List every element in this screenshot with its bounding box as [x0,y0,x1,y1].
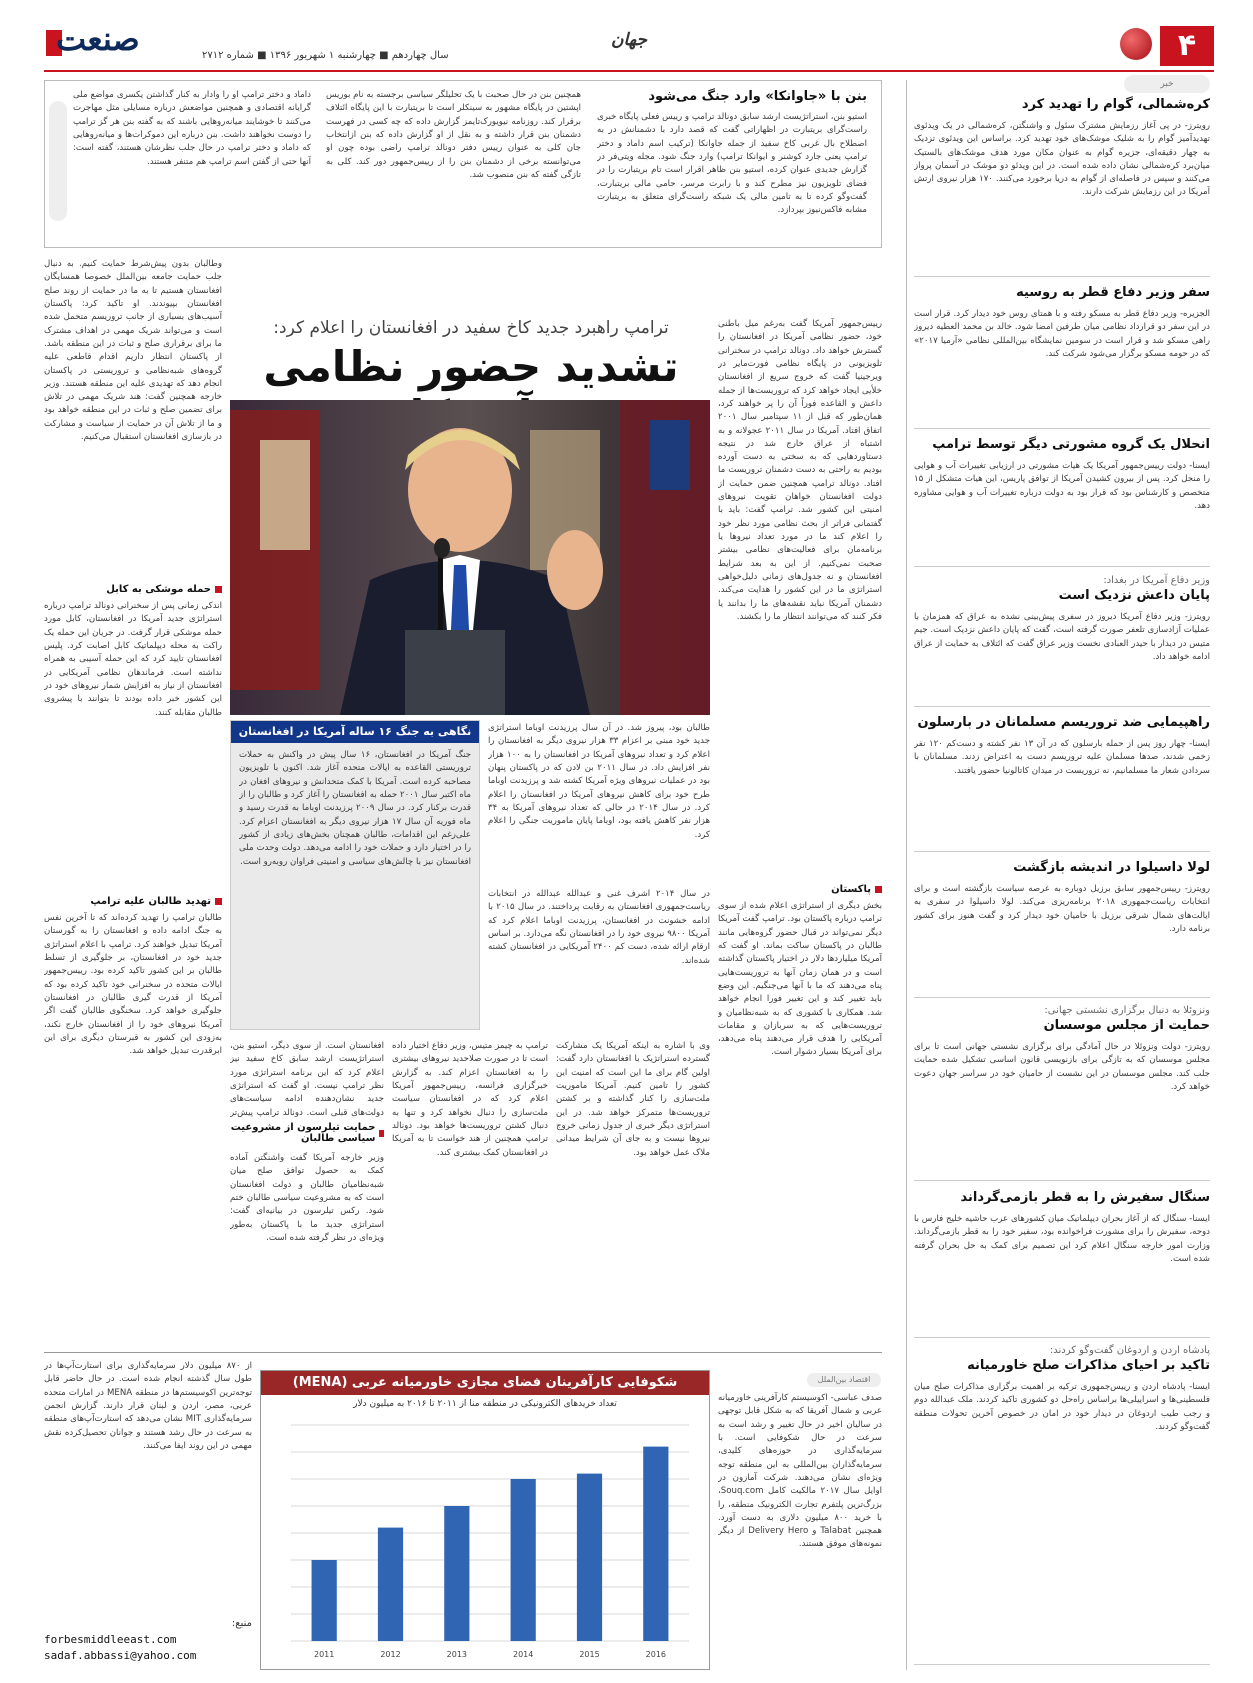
news-headline: تاکید بر احیای مذاکرات صلح خاورمیانه [967,1358,1210,1373]
top-box-headline: بنن با «جاوانکا» وارد جنگ می‌شود [648,89,867,104]
news-body: رویترز- در پی آغاز رزمایش مشترک سئول و واشنگتن، کره‌شمالی در یک ویدئوی تهدیدآمیز گوام را به شلیک موشک‌های خود تهدید کرد. براساس این ویدئوی تزدیک به چهار دقیقه‌ای، جزیره گوام به عنوان مکان مورد هدف موشک‌های بالستیک میان‌برد کره‌شمالی نشان داده شده است. در این ویدئو دو موشک در آسمان پرواز می‌کنند و سپس در فاصله‌ای از گوام به دریا برخورد می‌کنند. ۱۷۰ هزار نیروی ارتش آمریکا در این رزمایش شرکت دارند. [914,120,1210,198]
news-body: ایسنا- چهار روز پس از حمله بارسلون که در آن ۱۳ نفر کشته و دست‌کم ۱۲۰ نفر زخمی شدند، صدها مسلمان علیه تروریسم دست به اعتراض زدند. مسلمانان با سردادن شعار ما مسلمانیم، نه تروریست در میدان کاتالونیا حضور یافتند. [914,738,1210,776]
news-item [914,715,1210,852]
news-body: رویترز- رییس‌جمهور سابق برزیل دوباره به عرصه سیاست بازگشته است و برای انتخابات ریاست‌جمهوری ۲۰۱۸ برنامه‌ریزی می‌کند. لولا داسیلوا در سفری به ایالت‌های شمال شرقی برزیل با حامیان خود دیدار کرد و گفت هنوز برای کشور برنامه دارد. [914,883,1210,934]
news-body: رویترز- دولت ونزوئلا در حال آمادگی برای برگزاری نشستی جهانی است تا برای مجلس موسسان که به تازگی برای بازنویسی قانون اساسی تشکیل شده حمایت جلب کند. مجلس موسسان در این نشست از حامیان خود در سراسر جهان دعوت خواهد کرد. [914,1041,1210,1092]
news-kicker: وزیر دفاع آمریکا در بغداد: [1103,575,1210,586]
news-headline: لولا داسیلوا در اندیشه بازگشت [1013,860,1210,875]
news-kicker: ونزوئلا به دنبال برگزاری نشستی جهانی: [1044,1005,1210,1016]
subhead-tillerson [230,1122,384,1144]
chart-bar [444,1506,469,1641]
subhead-tillerson-label: حمایت تیلرسون از مشروعیت سیاسی طالبان [230,1122,376,1144]
news-item [914,1005,1210,1181]
history-box-body: جنگ آمریکا در افغانستان، ۱۶ سال پیش در واکنش به حملات تروریستی القاعده به ایالات متحده آغاز شد. اکنون با تلویزیون مصاحبه کرده است. آمریکا با کمک متحدانش و نیروهای افغان در ماه اکتبر سال ۲۰۰۱ حمله به افغانستان را آغاز کرد و طالبان را از قدرت برکنار کرد. در سال ۲۰۰۹ پرزیدنت اوباما به قدرت رسید و ماه فوریه آن سال ۱۷ هزار نیروی دیگر به افغانستان اعزام کرد. علی‌رغم این اقدامات، طالبان همچنان بخش‌های زیادی از کشور را در اختیار دارد و حملات خود را ادامه می‌دهد. دولت وحدت ملی افغانستان نیز با چالش‌های سیاسی و امنیتی فراوان روبه‌رو است. [239,750,471,867]
feature-col-mid-c: وزیر خارجه آمریکا گفت واشنگتن آماده کمک به حصول توافق صلح میان شبه‌نظامیان طالبان و دولت افغانستان است که به مشروعیت سیاسی طالبان ختم شود. رکس تیلرسون در بیانیه‌ای گفت: استراتژی جدید ما با پاکستان به‌طور ویژه‌ای در نظر گرفته شده است. [230,1153,384,1243]
chart-bar [511,1479,536,1641]
newspaper-logo [46,20,196,64]
news-item [914,575,1210,707]
bullet-icon [379,1130,384,1137]
news-headline: پایان داعش نزدیک است [1058,588,1210,603]
news-body: الجزیره- وزیر دفاع قطر به مسکو رفته و با همتای روس خود دیدار کرد. قرار است در این سفر دو قرارداد نظامی میان طرفین امضا شود. خالد بن محمد العطیه دیروز راهی مسکو شد و قرار است در سومین نمایشگاه بین‌المللی نظامی «آرمیا ۲۰۱۷» که در حومه مسکو برگزار می‌شود شرکت کند. [914,308,1210,359]
news-body: ایسنا- دولت رییس‌جمهور آمریکا یک هیات مشورتی در ارزیابی تغییرات آب و هوایی را منحل کرد. پس از بیرون کشیدن آمریکا از توافق پاریس، این هیات متشکل از ۱۵ متخصص و کارشناس بود که قرار بود به دولت درباره تغییرات آب و هوایی مشاوره دهد. [914,460,1210,511]
chart-bar [577,1474,602,1641]
news-headline: سنگال سفیرش را به قطر بازمی‌گرداند [960,1190,1210,1205]
top-box-col3: داماد و دختر ترامپ او را وادار به کنار گذاشتن یکسری مواضع ملی گرایانه اقتصادی و همچنین مواضعش درباره مسایلی مثل مهاجرت می‌کنند تا خوشایند میانه‌روهایی باشند که به گفته بنن هر گز ترامپ را دوست نخواهند داشت. بنن درباره این دموکرات‌ها و میانه‌روهایی که داماد و دختر ترامپ در حال جلب نظرشان هستند، گفته است: آنها حتی از گفتن اسم ترامپ هم متنفر هستند. [73,90,311,167]
feature-kicker: ترامپ راهبرد جدید کاخ سفید در افغانستان را اعلام کرد: [273,318,669,338]
subhead-threat-label: تهدید طالبان علیه ترامپ [90,896,211,907]
news-headline: انحلال یک گروه مشورتی دیگر توسط ترامپ [932,437,1210,452]
feature-photo [230,400,710,715]
column-divider [906,80,907,1670]
news-column [914,75,1210,1670]
issue-line: سال چهاردهم ■ چهارشنبه ۱ شهریور ۱۳۹۶ ■ شماره ۲۷۱۲ [202,50,449,61]
chart-bar [378,1528,403,1641]
page-number: ۴ [1160,26,1214,66]
news-item [914,860,1210,998]
subhead-threat [44,896,222,907]
source-label: منبع: [231,1618,252,1629]
news-headline: راهپیمایی ضد تروریسم مسلمانان در بارسلون [917,715,1210,730]
section-title: جهان [610,30,647,50]
news-headline: حمایت از مجلس موسسان [1043,1018,1210,1033]
bar-chart [261,1415,709,1665]
top-box-col1: استیو بنن، استراتژیست ارشد سابق دونالد ترامپ و رییس فعلی پایگاه خبری راست‌گرای بریتبارت در اظهاراتی گفت که قصد دارد با دشمنانش در به اصطلاح بال غربی کاخ سفید از جمله جاوانکا (ترکیب اسم داماد و دختر ترامپ یعنی جارد کوشنر و ایوانکا ترامپ) وارد جنگ شود. مجله ویتی‌فر در گزارش جدیدی عنوان کرده، استیو بنن ظاهر اقرار است تام بریتبارت را در فضای تلویزیون نیز مطرح کند و با رابرت مرسر، حامی مالی بریتبارت، گفت‌وگو کرده تا به تامین مالی یک شبکه راست‌گرای متعلق به بریتبارت مشابه فاکس‌نیوز بپردازد. [597,112,867,216]
masthead [44,20,1214,72]
bullet-icon [215,898,222,905]
news-headline: سفر وزیر دفاع قطر به روسیه [1016,285,1210,300]
x-tick-label: 2011 [313,1650,335,1659]
x-tick-label: 2016 [645,1650,667,1659]
news-kicker: پادشاه اردن و اردوغان گفت‌وگو کردند: [1049,1345,1210,1356]
news-item [914,97,1210,277]
chart-bar [643,1447,668,1641]
econ-col3: از ۸۷۰ میلیون دلار سرمایه‌گذاری برای استارت‌آپ‌ها در طول سال گذشته انجام شده است. در حال حاضر قابل توجه‌ترین اکوسیستم‌ها در منطقه MENA در امارات متحده عربی، مصر، اردن و لبنان قرار دارند. گزارش انجمن سرمایه‌گذاری MIT نشان می‌دهد که استارت‌آپ‌های منطقه به سرعت در حال رشد هستند و جوانان تحصیل‌کرده نقش مهمی در این روند ایفا می‌کنند. [44,1361,252,1451]
x-tick-label: 2012 [380,1650,401,1659]
subhead-pakistan-label: پاکستان [831,884,871,895]
top-box-col2: همچنین بنن در حال صحبت با یک تحلیلگر سیاسی برجسته به نام بوریس اپشتین در پایگاه مشهور به سینکلر است تا بریتبارت با این پایگاه ائتلاف برقرار کند. روزنامه نیویورک‌تایمز گزارش داده که چه کسی در فهرست دشمنان بنن قرار داشته و به نقل از او گزارش داده که بنن ازانتخاب جان کلی به عنوان رییس دفتر دونالد ترامپ راضی بوده چون او می‌توانسته برخی از دشمنان بنن را از رییس‌جمهور دور کند. کلی به تازگی گفته که بنن منصوب شد. [326,90,581,180]
x-tick-label: 2014 [512,1650,534,1659]
econ-col1: صدف عباسی- اکوسیستم کارآفرینی خاورمیانه عربی و شمال آفریقا که به شکل قابل توجهی در سالیان اخیر در حال تغییر و رشد است به سرعت در حال شکوفایی است. با سرمایه‌گذاری در حوزه‌های کلیدی، سرمایه‌گذاران بین‌المللی به این منطقه توجه ویژه‌ای نشان می‌دهند. شرکت آمازون در اوایل سال ۲۰۱۷ مالکیت کامل Souq.com، بزرگ‌ترین پلتفرم تجارت الکترونیک منطقه، را با خرید ۸۰۰ میلیون دلاری به دست آورد. همچنین Talabat و Delivery Hero از دیگر نمونه‌های موفق هستند. [718,1393,882,1550]
side-tab [49,101,67,221]
feature-mid-top-b: در سال ۲۰۱۴ اشرف غنی و عبدالله عبدالله در انتخابات ریاست‌جمهوری افغانستان به رقابت پرداختند. در سال ۲۰۱۵ با ادامه خشونت در افغانستان، پرزیدنت اوباما اعلام کرد که آمریکا ۹۸۰۰ نیروی خود را در افغانستان نگه می‌دارد. بر اساس ارقام ارائه شده، دست کم ۲۴۰۰ آمریکایی در افغانستان کشته شده‌اند. [488,889,710,966]
feature-col-mid-right-bottom: ترامپ به چیمز متیس، وزیر دفاع اختیار داده است تا در صورت صلاحدید نیروهای بیشتری را به افغانستان اعزام کند. به گزارش خبرگزاری فرانسه، رییس‌جمهور آمریکا اعلام کرد که در افغانستان سیاست ملت‌سازی را دنبال نخواهد کرد و تنها به دنبال کشتن تروریست‌ها خواهد بود. دونالد ترامپ همچنین از هند خواست تا به آمریکا در افغانستان کمک بیشتری کند. [392,1041,548,1158]
feature-col-right-top: رییس‌جمهور آمریکا گفت به‌رغم میل باطنی خود، حضور نظامی آمریکا در افغانستان را گسترش خواهد داد. دونالد ترامپ در سخنرانی تلویزیونی در پایگاه نظامی فورت‌مایر در ویرجینیا گفت که خروج سریع از افغانستان خلأیی ایجاد خواهد کرد که تروریست‌ها از جمله داعش و القاعده فوراً آن را پر خواهند کرد، همان‌طور که قبل از ۱۱ سپتامبر سال ۲۰۰۱ اتفاق افتاد. آمریکا در سال ۲۰۱۱ عجولانه و به اشتباه از عراق خارج شد در نتیجه دستاوردهایی که به سختی به دست آورده بودیم به راحتی به دست دشمنان تروریست ما افتاد. دونالد ترامپ همچنین ضمن حمایت از دولت افغانستان خواهان تقویت نیروهای امنیتی این کشور شد. ترامپ گفت: باید با گفتمانی فراتر از بحث نظامی مورد نظر خود را اعلام کند ما در مورد تعداد نیروها یا برنامه‌مان برای فعالیت‌های نظامی بیشتر صحبت نمی‌کنیم. از این به بعد شرایط افغانستان و نه جدول‌های زمانی دلیل‌خواهی استراتژی ما در این کشور را هدایت می‌کند. دشمنان آمریکا نباید نقشه‌های ما را بدانند یا فکر کنند که می‌توانند انتظار ما را بکشند. [718,319,882,622]
x-tick-label: 2015 [579,1650,600,1659]
feature-col-mid-right-top: وی با اشاره به اینکه آمریکا یک مشارکت گسترده استراتژیک با افغانستان دارد گفت: اولین گام برای ما این است که امنیت این کشور را تامین کنیم. آمریکا ماموریت ملت‌سازی را کنار گذاشته و بر کشتن تروریست‌ها متمرکز خواهد شد. در این استراتژی دیگر خبری از جدول زمانی خروج نیروها نیست و به جای آن شرایط میدانی ملاک عمل خواهد بود. [556,1041,710,1158]
bullet-icon [875,886,882,893]
news-item [914,437,1210,567]
feature-col-left-b: اندکی زمانی پس از سخنرانی دونالد ترامپ درباره استراتژی جدید آمریکا در افغانستان، کابل مورد حمله موشکی قرار گرفت. در جریان این حمله یک راکت به محله دیپلماتیک کابل اصابت کرد. پلیس افغانستان تایید کرد که این حمله آسیبی به همراه نداشته است. فرماندهان نظامی آمریکایی در افغانستان از نیاز به افزایش شمار نیروهای خود در این کشور خبر داده بودند تا بتوانند با پیشروی طالبان مقابله کنند. [44,601,222,718]
news-item [914,285,1210,429]
history-box [230,720,480,1030]
speaker-photo-illustration [230,400,710,715]
bullet-icon [215,586,222,593]
feature-col-right-bottom: بخش دیگری از استراتژی اعلام شده از سوی ترامپ درباره پاکستان بود. ترامپ گفت آمریکا دیگر نمی‌تواند در قبال حضور گروه‌هایی مانند طالبان در پاکستان ساکت بماند. او گفت که آمریکا میلیاردها دلار در اختیار پاکستان گذاشته است و در همان زمان آنها به تروریست‌هایی پناه می‌دهند که ما با آنها می‌جنگیم. این وضع باید تغییر کند و این تغییر فورا انجام خواهد شد. همکاری با کشوری که به شبه‌نظامیان و تروریست‌هایی که به سربازان و مقامات آمریکایی را هدف قرار می‌دهند پناه می‌دهد، برای آمریکا بسیار دشوار است. [718,901,882,1058]
chart-title: تعداد خریدهای الکترونیکی در منطقه منا از ۲۰۱۱ تا ۲۰۱۶ به میلیون دلار [353,1399,617,1409]
top-news-box [44,80,882,248]
feature-col-left-c: طالبان ترامپ را تهدید کرده‌اند که تا آخرین نفس به جنگ ادامه داده و افغانستان را به گورستان آمریکا تبدیل خواهند کرد. ترامپ با اعلام استراتژی جدید خود در افغانستان، بر جلوگیری از تسلط طالبان بر این کشور تاکید کرده بود. رییس‌جمهور ایالات متحده در سخنرانی خود تاکید کرده بود که آمریکا از قدرت گیری طالبان در افغانستان جلوگیری خواهد کرد. سخنگوی طالبان گفت اگر آمریکا نیروهای خود را از افغانستان خارج نکند، به‌زودی این کشور به قبرستان دیگری برای این ابرقدرت تبدیل خواهد شد. [44,913,222,1057]
feature-col-mid-b: افغانستان است. از سوی دیگر، استیو بنن، استراتژیست ارشد سابق کاخ سفید نیز اعلام کرد که این برنامه استراتژی مورد نظر ترامپ نیست. او گفت که استراتژی جدید نشان‌دهنده ادامه سیاست‌های دولت‌های قبلی است. دونالد ترامپ پیش‌تر [230,1041,384,1118]
source-url: forbesmiddleeast.com [44,1633,177,1646]
section-divider [44,1352,882,1353]
news-tab: خبر [1124,75,1210,93]
chart-headline: شکوفایی کارآفرینان فضای مجازی خاورمیانه عربی (MENA) [261,1371,709,1395]
feature-title: تشدید حضور نظامی [263,342,679,391]
news-headline: کره‌شمالی، گوام را تهدید کرد [1021,97,1210,112]
news-body: رویترز- وزیر دفاع آمریکا دیروز در سفری پیش‌بینی نشده به عراق که همزمان با عملیات آزادسازی تلعفر صورت گرفته است، گفت که پایان داعش نزدیک است. جیم متیس در دیدار با حیدر العبادی نخست وزیر عراق گفت که ائتلاف به حمایت از عراق ادامه خواهد داد. [914,611,1210,662]
news-item [914,1190,1210,1338]
econ-tab: اقتصاد بین‌الملل [807,1373,881,1387]
subhead-kabul [44,584,222,595]
news-item [914,1345,1210,1665]
chart-bar [312,1560,337,1641]
history-box-title: نگاهی به جنگ ۱۶ ساله آمریکا در افغانستان [231,721,479,743]
feature-mid-top-a: طالبان بود، پیروز شد. در آن سال پرزیدنت اوباما استراتژی جدید خود مبنی بر اعزام ۳۳ هزار نیروی دیگر به افغانستان را اعلام کرد و تعداد نیروهای آمریکا در افغانستان را به ۱۰۰ هزار نفر افزایش داد. در سال ۲۰۱۱ بن لادن که در پاکستان پنهان بود در عملیات نیروهای ویژه آمریکا کشته شد و پرزیدنت اوباما طرح خود برای کاهش نیروهای آمریکا در افغانستان را اعلام کرد. در سال ۲۰۱۴ در حالی که تعداد نیروهای آمریکا به ۳۴ هزار نفر کاهش یافته بود، اوباما پایان ماموریت جنگی را اعلام کرد. [488,723,710,840]
x-tick-label: 2013 [446,1650,468,1659]
logo-text: صنعت [56,20,140,58]
chart-panel [260,1370,710,1670]
subhead-pakistan [718,884,882,895]
author-email: sadaf.abbassi@yahoo.com [44,1649,197,1662]
subhead-kabul-label: حمله موشکی به کابل [106,584,211,595]
feature-col-left: وطالبان بدون پیش‌شرط حمایت کنیم. به دنبال جلب حمایت جامعه بین‌الملل خصوصا همسایگان افغانستان هستیم تا به ما در حمایت از روند صلح افغانستان بپیوندند. او تاکید کرد: پاکستان آسیب‌های بسیاری از جانب تروریسم متحمل شده است و می‌تواند شریک مهمی در اهداف مشترک ما برای برقراری صلح و ثبات در این منطقه باشد. از پاکستان انتظار داریم اقدام قاطعی علیه گروه‌های شبه‌نظامی و تروریستی در پاکستان انجام دهد که تهدیدی علیه این منطقه هستند. وزیر خارجه همچنین گفت: هند شریک مهمی در تلاش برای تضمین صلح و ثبات در این منطقه خواهد بود و ما از تلاش آن در حمایت از سیاست و مشارکت در بازسازی افغانستان استقبال می‌کنیم. [44,259,222,443]
news-body: ایسنا- سنگال که از آغاز بحران دیپلماتیک میان کشورهای عرب حاشیه خلیج فارس با دوحه، سفیرش را برای مشورت فراخوانده بود، سفیر خود را به قطر بازمی‌گرداند. وزارت امور خارجه سنگال اعلام کرد این تصمیم برای کمک به حل بحران گرفته شده است. [914,1213,1210,1264]
news-body: ایسنا- پادشاه اردن و رییس‌جمهوری ترکیه بر اهمیت برگزاری مذاکرات صلح میان فلسطینی‌ها و اسراییلی‌ها براساس راه‌حل دو کشوری تاکید کردند. ملک عبدالله دوم و رجب طیب اردوغان در دیدار خود در امان در خصوص آخرین تحولات منطقه گفت‌وگو کردند. [914,1381,1210,1432]
